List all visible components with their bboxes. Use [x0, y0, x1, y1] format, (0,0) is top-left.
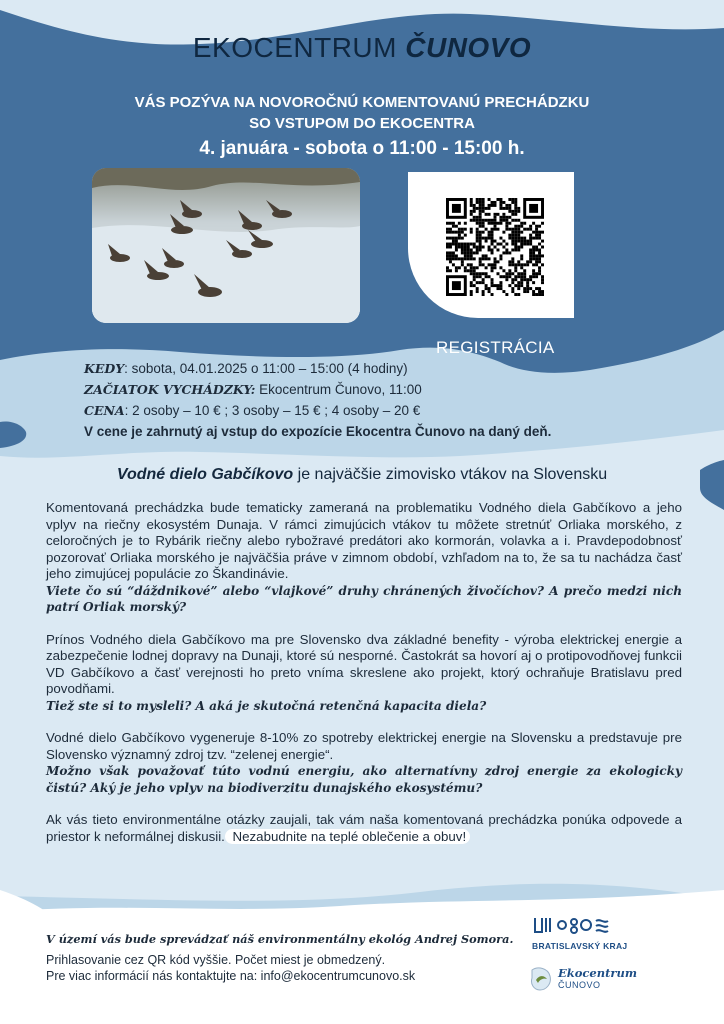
- registration-label: REGISTRÁCIA: [436, 338, 555, 357]
- paragraph-1: Komentovaná prechádzka bude tematicky zameraná na problematiku Vodného diela Gabčíkovo a jeho vplyv na riečny ekosystém Dunaja. V rámci zimujúcich vtákov tu môžete stretnúť Orliaka morského, z celoročných je to Rybárik riečny alebo rybožravé predátori ako kormorán, volavka a i. Pravdepodobnosť pozorovať Orliaka morského je najväčšia práve v zimnom období, vzhľadom na to, že sa tu nachádza časť jeho zimujúcej populácie zo Škandinávie.: [46, 500, 682, 581]
- guide-note: V území vás bude sprevádzať náš environmentálny ekológ Andrej Somora.: [46, 932, 514, 946]
- ekocentrum-subtitle: ČUNOVO: [558, 980, 601, 990]
- start-key: ZAČIATOK VYCHÁDZKY:: [84, 382, 256, 397]
- question-1: Viete čo sú “dáždnikové” alebo “vlajkové” druhy chránených živočíchov? A prečo medzi nich patrí Orliak morský?: [46, 583, 682, 614]
- when-value: : sobota, 04.01.2025 o 11:00 – 15:00 (4 hodiny): [124, 361, 408, 376]
- info-start: [84, 379, 551, 400]
- registration-qr-code[interactable]: [446, 198, 544, 296]
- body-text: [46, 500, 682, 845]
- invite-line-1: VÁS POZÝVA NA NOVOROČNÚ KOMENTOVANÚ PRECHÁDZKU: [134, 94, 590, 111]
- question-2: Tiež ste si to mysleli? A aká je skutočná retenčná kapacita diela?: [46, 698, 487, 713]
- ekocentrum-emblem-icon: [530, 966, 552, 992]
- bratislava-region-logo: [532, 914, 632, 951]
- info-price: [84, 400, 551, 421]
- section-heading: [0, 466, 724, 484]
- when-key: KEDY: [84, 361, 125, 376]
- event-info: [84, 358, 551, 442]
- price-key: CENA: [84, 403, 125, 418]
- question-3: Možno však považovať túto vodnú energiu, ako alternatívny zdroj energie za ekologicky čistú? Aký je jeho vplyv na biodiverzitu dunajského ekosystému?: [46, 764, 682, 795]
- ekocentrum-name: Ekocentrum: [558, 966, 637, 980]
- paragraph-4: [46, 812, 682, 845]
- section-heading-bold: Vodné dielo Gabčíkovo: [116, 466, 294, 483]
- invitation-text: [0, 92, 724, 134]
- warm-clothes-note: Nezabudnite na teplé oblečenie a obuv!: [225, 829, 470, 844]
- invite-line-2: SO VSTUPOM DO EKOCENTRA: [249, 115, 475, 132]
- contact-email[interactable]: Pre viac informácií nás kontaktujte na: info@ekocentrumcunovo.sk: [46, 969, 416, 983]
- title-bold: ČUNOVO: [405, 32, 532, 63]
- start-value: Ekocentrum Čunovo, 11:00: [255, 382, 422, 397]
- paragraph-4-text: Ak vás tieto environmentálne otázky zaujali, tak vám naša komentovaná prechádzka ponúka odpovede a priestor k neformálnej diskusii.: [46, 812, 682, 844]
- page-title: [0, 32, 724, 64]
- info-when: [84, 358, 551, 379]
- title-regular: EKOCENTRUM: [192, 32, 397, 63]
- section-heading-rest: je najväčšie zimovisko vtákov na Slovensku: [293, 466, 608, 483]
- info-note: V cene je zahrnutý aj vstup do expozície Ekocentra Čunovo na daný deň.: [84, 424, 552, 439]
- bsk-text: BRATISLAVSKÝ KRAJ: [532, 941, 628, 951]
- paragraph-2: Prínos Vodného diela Gabčíkovo ma pre Slovensko dva základné benefity - výroba elektrickej energie a zabezpečenie lodnej dopravy na Dunaji, ktoré sú nesporné. Častokrát sa hovorí aj o protipovodňovej funkcii VD Gabčíkovo a časť verejnosti ho preto vníma skreslene ako projekt, ktorý ochraňuje Bratislavu pred povodňami.: [46, 631, 682, 696]
- paragraph-3: Vodné dielo Gabčíkovo vygeneruje 8-10% zo spotreby elektrickej energie na Slovensku a predstavuje pre Slovensko významný zdroj tzv. “zelenej energie“.: [46, 730, 682, 762]
- bsk-emblem-icon: [532, 914, 618, 936]
- registration-note: Prihlasovanie cez QR kód vyššie. Počet miest je obmedzený.: [46, 953, 386, 967]
- event-date: 4. januára - sobota o 11:00 - 15:00 h.: [199, 138, 525, 159]
- flying-ducks-photo: [92, 168, 360, 323]
- price-value: : 2 osoby – 10 € ; 3 osoby – 15 € ; 4 osoby – 20 €: [124, 403, 421, 418]
- footer-contact: [46, 952, 415, 984]
